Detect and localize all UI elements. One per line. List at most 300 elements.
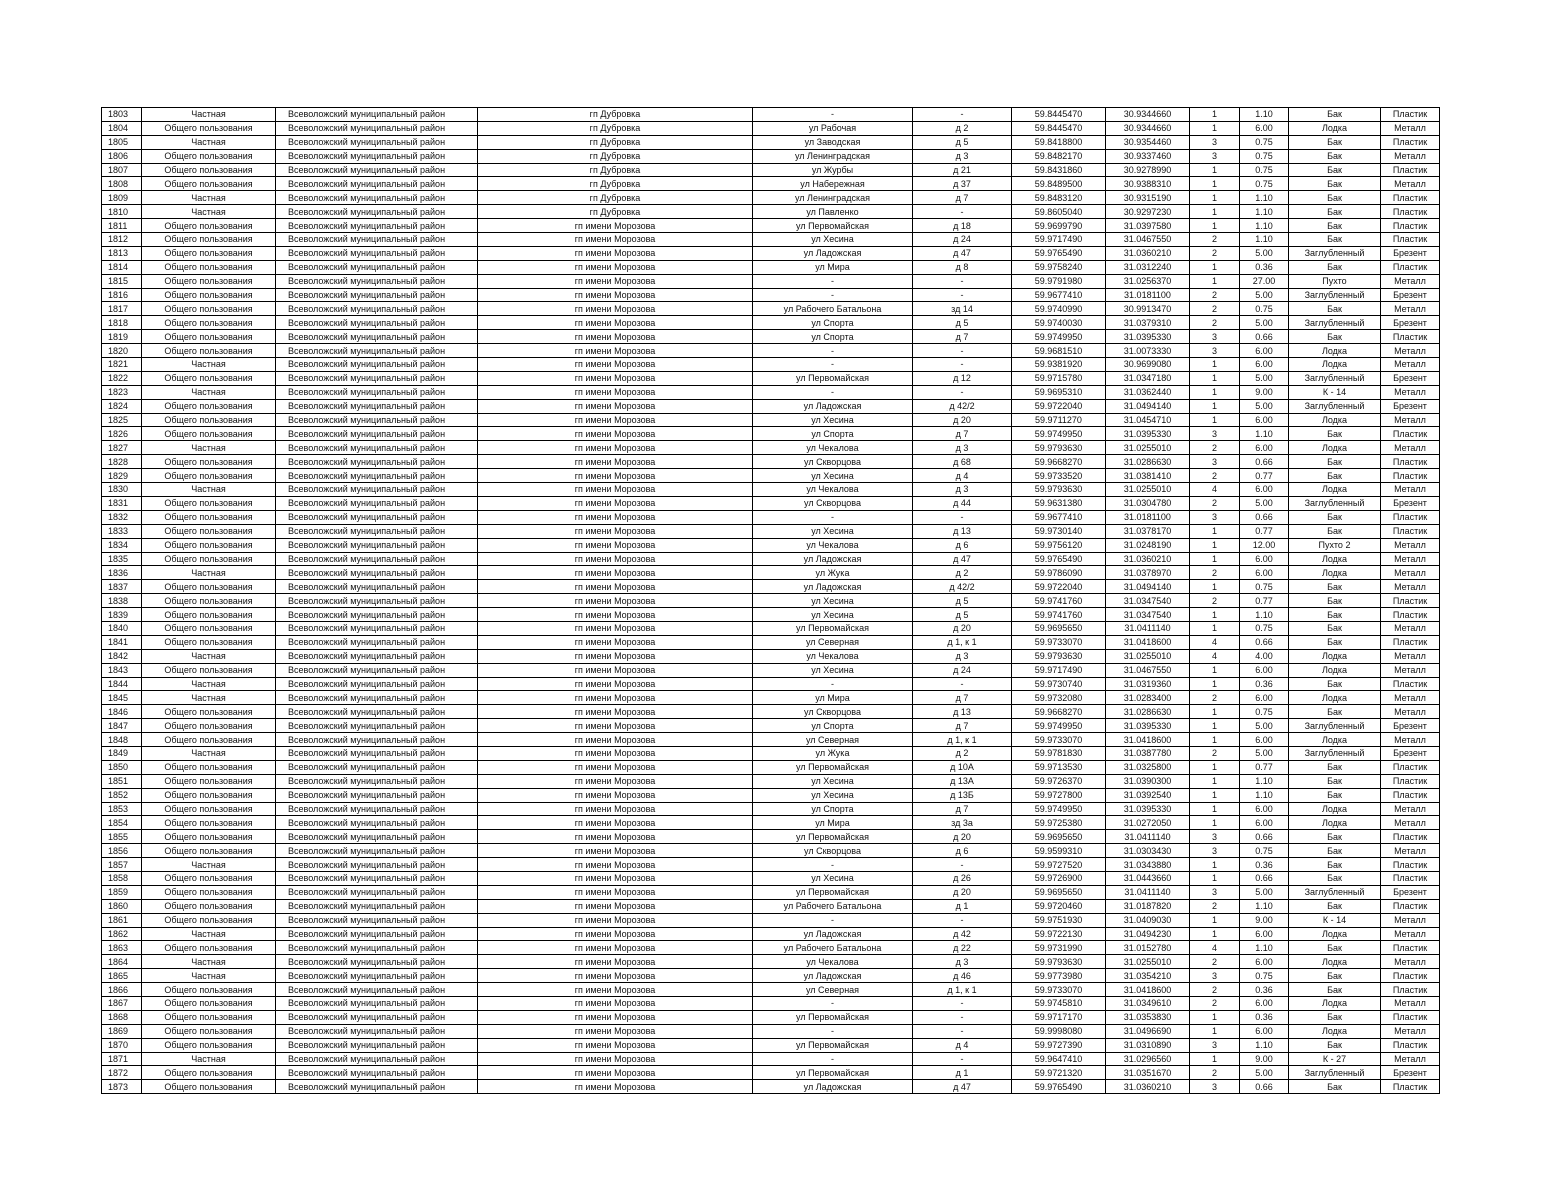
table-row	[102, 983, 1440, 997]
cell-ownership: Общего пользования	[142, 302, 276, 316]
cell-street: ул Спорта	[753, 719, 913, 733]
cell-house: д 20	[913, 885, 1012, 899]
cell-row-number: 1823	[102, 385, 142, 399]
cell-material: Пластик	[1381, 983, 1440, 997]
cell-settlement: гп имени Морозова	[478, 441, 753, 455]
cell-ownership: Частная	[142, 969, 276, 983]
cell-row-number: 1825	[102, 413, 142, 427]
cell-settlement: гп имени Морозова	[478, 371, 753, 385]
cell-latitude: 59.9745810	[1012, 997, 1106, 1011]
cell-container-type: К - 27	[1289, 1052, 1381, 1066]
cell-container-count: 1	[1190, 871, 1240, 885]
cell-container-count: 1	[1190, 219, 1240, 233]
cell-settlement: гп имени Морозова	[478, 983, 753, 997]
cell-settlement: гп имени Морозова	[478, 816, 753, 830]
cell-ownership: Общего пользования	[142, 816, 276, 830]
cell-container-type: Бак	[1289, 899, 1381, 913]
cell-district: Всеволожский муниципальный район	[276, 705, 478, 719]
cell-material: Металл	[1381, 1024, 1440, 1038]
cell-volume: 0.77	[1240, 524, 1289, 538]
cell-ownership: Частная	[142, 358, 276, 372]
cell-row-number: 1842	[102, 649, 142, 663]
cell-house: -	[913, 677, 1012, 691]
cell-latitude: 59.9765490	[1012, 1080, 1106, 1094]
table-row	[102, 913, 1440, 927]
table-row	[102, 830, 1440, 844]
cell-district: Всеволожский муниципальный район	[276, 233, 478, 247]
cell-longitude: 31.0286630	[1106, 455, 1190, 469]
cell-row-number: 1869	[102, 1024, 142, 1038]
cell-latitude: 59.9733070	[1012, 983, 1106, 997]
cell-district: Всеволожский муниципальный район	[276, 774, 478, 788]
cell-row-number: 1807	[102, 163, 142, 177]
cell-settlement: гп имени Морозова	[478, 705, 753, 719]
cell-house: д 1, к 1	[913, 733, 1012, 747]
cell-district: Всеволожский муниципальный район	[276, 899, 478, 913]
cell-latitude: 59.9740030	[1012, 316, 1106, 330]
cell-street: ул Первомайская	[753, 621, 913, 635]
cell-volume: 9.00	[1240, 913, 1289, 927]
cell-ownership: Частная	[142, 677, 276, 691]
cell-material: Брезент	[1381, 399, 1440, 413]
cell-street: ул Чекалова	[753, 649, 913, 663]
cell-house: -	[913, 358, 1012, 372]
cell-latitude: 59.9717170	[1012, 1010, 1106, 1024]
cell-district: Всеволожский муниципальный район	[276, 483, 478, 497]
cell-house: -	[913, 1010, 1012, 1024]
cell-house: д 10А	[913, 760, 1012, 774]
cell-container-type: Заглубленный	[1289, 316, 1381, 330]
cell-latitude: 59.9773980	[1012, 969, 1106, 983]
cell-latitude: 59.9720460	[1012, 899, 1106, 913]
cell-district: Всеволожский муниципальный район	[276, 1024, 478, 1038]
cell-longitude: 31.0387780	[1106, 746, 1190, 760]
cell-district: Всеволожский муниципальный район	[276, 108, 478, 122]
cell-container-count: 2	[1190, 441, 1240, 455]
cell-settlement: гп Дубровка	[478, 205, 753, 219]
cell-row-number: 1814	[102, 260, 142, 274]
cell-district: Всеволожский муниципальный район	[276, 246, 478, 260]
cell-container-count: 2	[1190, 566, 1240, 580]
cell-longitude: 30.9297230	[1106, 205, 1190, 219]
cell-settlement: гп имени Морозова	[478, 802, 753, 816]
cell-street: ул Первомайская	[753, 1038, 913, 1052]
cell-settlement: гп имени Морозова	[478, 788, 753, 802]
cell-volume: 6.00	[1240, 691, 1289, 705]
cell-volume: 0.36	[1240, 677, 1289, 691]
cell-longitude: 31.0395330	[1106, 719, 1190, 733]
cell-ownership: Общего пользования	[142, 344, 276, 358]
cell-container-count: 1	[1190, 580, 1240, 594]
cell-ownership: Общего пользования	[142, 733, 276, 747]
cell-latitude: 59.9727520	[1012, 858, 1106, 872]
cell-latitude: 59.9695650	[1012, 621, 1106, 635]
cell-longitude: 31.0411140	[1106, 885, 1190, 899]
cell-row-number: 1812	[102, 233, 142, 247]
cell-container-count: 2	[1190, 496, 1240, 510]
cell-longitude: 31.0351670	[1106, 1066, 1190, 1080]
cell-container-type: Бак	[1289, 621, 1381, 635]
cell-container-type: Бак	[1289, 330, 1381, 344]
cell-district: Всеволожский муниципальный район	[276, 566, 478, 580]
cell-container-type: Лодка	[1289, 441, 1381, 455]
cell-container-type: Лодка	[1289, 997, 1381, 1011]
cell-district: Всеволожский муниципальный район	[276, 621, 478, 635]
cell-volume: 6.00	[1240, 816, 1289, 830]
cell-container-type: Бак	[1289, 163, 1381, 177]
cell-district: Всеволожский муниципальный район	[276, 191, 478, 205]
cell-material: Пластик	[1381, 219, 1440, 233]
cell-settlement: гп имени Морозова	[478, 969, 753, 983]
cell-row-number: 1855	[102, 830, 142, 844]
cell-volume: 0.77	[1240, 594, 1289, 608]
cell-container-count: 2	[1190, 246, 1240, 260]
cell-volume: 0.66	[1240, 455, 1289, 469]
cell-row-number: 1863	[102, 941, 142, 955]
cell-row-number: 1858	[102, 871, 142, 885]
cell-street: ул Чекалова	[753, 483, 913, 497]
cell-container-count: 1	[1190, 760, 1240, 774]
cell-latitude: 59.9695310	[1012, 385, 1106, 399]
cell-ownership: Частная	[142, 649, 276, 663]
cell-row-number: 1839	[102, 608, 142, 622]
cell-street: ул Хесина	[753, 469, 913, 483]
cell-container-type: Лодка	[1289, 344, 1381, 358]
cell-district: Всеволожский муниципальный район	[276, 969, 478, 983]
table-row	[102, 274, 1440, 288]
cell-street: ул Скворцова	[753, 496, 913, 510]
cell-latitude: 59.9717490	[1012, 663, 1106, 677]
cell-container-count: 2	[1190, 288, 1240, 302]
cell-material: Металл	[1381, 927, 1440, 941]
cell-settlement: гп имени Морозова	[478, 649, 753, 663]
cell-district: Всеволожский муниципальный район	[276, 469, 478, 483]
cell-row-number: 1870	[102, 1038, 142, 1052]
cell-row-number: 1831	[102, 496, 142, 510]
cell-street: ул Набережная	[753, 177, 913, 191]
cell-container-type: Бак	[1289, 302, 1381, 316]
cell-street: ул Хесина	[753, 524, 913, 538]
cell-district: Всеволожский муниципальный район	[276, 788, 478, 802]
table-row	[102, 260, 1440, 274]
cell-volume: 0.75	[1240, 580, 1289, 594]
table-row	[102, 413, 1440, 427]
cell-material: Металл	[1381, 580, 1440, 594]
table-row	[102, 219, 1440, 233]
cell-container-type: Заглубленный	[1289, 371, 1381, 385]
cell-house: д 5	[913, 135, 1012, 149]
cell-district: Всеволожский муниципальный район	[276, 385, 478, 399]
cell-row-number: 1845	[102, 691, 142, 705]
cell-material: Пластик	[1381, 163, 1440, 177]
cell-container-count: 3	[1190, 1038, 1240, 1052]
cell-material: Металл	[1381, 997, 1440, 1011]
cell-settlement: гп имени Морозова	[478, 830, 753, 844]
cell-longitude: 31.0411140	[1106, 830, 1190, 844]
table-row	[102, 358, 1440, 372]
cell-material: Пластик	[1381, 469, 1440, 483]
cell-latitude: 59.9695650	[1012, 885, 1106, 899]
cell-container-type: Лодка	[1289, 649, 1381, 663]
cell-ownership: Общего пользования	[142, 594, 276, 608]
cell-latitude: 59.9727390	[1012, 1038, 1106, 1052]
cell-longitude: 30.9354460	[1106, 135, 1190, 149]
cell-volume: 0.66	[1240, 510, 1289, 524]
cell-house: д 42/2	[913, 580, 1012, 594]
table-row	[102, 246, 1440, 260]
cell-container-type: Пухто	[1289, 274, 1381, 288]
cell-house: д 3	[913, 649, 1012, 663]
cell-latitude: 59.9791980	[1012, 274, 1106, 288]
cell-street: ул Мира	[753, 260, 913, 274]
cell-district: Всеволожский муниципальный район	[276, 635, 478, 649]
cell-house: д 47	[913, 246, 1012, 260]
cell-street: ул Северная	[753, 733, 913, 747]
cell-house: д 26	[913, 871, 1012, 885]
cell-container-count: 3	[1190, 1080, 1240, 1094]
cell-house: д 5	[913, 316, 1012, 330]
cell-house: д 42	[913, 927, 1012, 941]
table-row	[102, 566, 1440, 580]
cell-material: Металл	[1381, 413, 1440, 427]
cell-ownership: Общего пользования	[142, 885, 276, 899]
cell-latitude: 59.8445470	[1012, 108, 1106, 122]
cell-street: ул Первомайская	[753, 219, 913, 233]
cell-container-count: 2	[1190, 316, 1240, 330]
cell-volume: 5.00	[1240, 371, 1289, 385]
cell-container-count: 1	[1190, 108, 1240, 122]
cell-container-type: Заглубленный	[1289, 746, 1381, 760]
cell-settlement: гп имени Морозова	[478, 1080, 753, 1094]
cell-volume: 9.00	[1240, 385, 1289, 399]
cell-settlement: гп имени Морозова	[478, 455, 753, 469]
table-row	[102, 969, 1440, 983]
cell-container-type: Бак	[1289, 233, 1381, 247]
cell-latitude: 59.9713530	[1012, 760, 1106, 774]
cell-house: -	[913, 997, 1012, 1011]
cell-volume: 5.00	[1240, 399, 1289, 413]
cell-longitude: 31.0255010	[1106, 483, 1190, 497]
table-row	[102, 191, 1440, 205]
cell-container-type: Лодка	[1289, 955, 1381, 969]
table-row	[102, 108, 1440, 122]
cell-street: ул Первомайская	[753, 1066, 913, 1080]
cell-street: -	[753, 858, 913, 872]
cell-house: д 13Б	[913, 788, 1012, 802]
cell-district: Всеволожский муниципальный район	[276, 413, 478, 427]
cell-ownership: Общего пользования	[142, 871, 276, 885]
cell-latitude: 59.9726900	[1012, 871, 1106, 885]
cell-longitude: 30.9278990	[1106, 163, 1190, 177]
cell-material: Металл	[1381, 816, 1440, 830]
cell-street: ул Хесина	[753, 233, 913, 247]
cell-settlement: гп имени Морозова	[478, 316, 753, 330]
cell-ownership: Общего пользования	[142, 413, 276, 427]
cell-volume: 1.10	[1240, 191, 1289, 205]
cell-container-count: 4	[1190, 635, 1240, 649]
table-row	[102, 691, 1440, 705]
cell-settlement: гп Дубровка	[478, 135, 753, 149]
table-row	[102, 469, 1440, 483]
cell-volume: 0.66	[1240, 830, 1289, 844]
cell-district: Всеволожский муниципальный район	[276, 844, 478, 858]
cell-house: д 7	[913, 330, 1012, 344]
cell-container-type: Лодка	[1289, 552, 1381, 566]
cell-volume: 0.75	[1240, 177, 1289, 191]
table-row	[102, 899, 1440, 913]
cell-material: Брезент	[1381, 371, 1440, 385]
cell-district: Всеволожский муниципальный район	[276, 1038, 478, 1052]
cell-latitude: 59.9733070	[1012, 733, 1106, 747]
cell-ownership: Общего пользования	[142, 1066, 276, 1080]
cell-longitude: 31.0360210	[1106, 246, 1190, 260]
cell-street: ул Спорта	[753, 330, 913, 344]
cell-material: Пластик	[1381, 608, 1440, 622]
cell-longitude: 31.0418600	[1106, 733, 1190, 747]
cell-latitude: 59.8482170	[1012, 149, 1106, 163]
cell-ownership: Частная	[142, 135, 276, 149]
cell-settlement: гп имени Морозова	[478, 719, 753, 733]
cell-row-number: 1849	[102, 746, 142, 760]
cell-street: ул Ладожская	[753, 580, 913, 594]
cell-row-number: 1829	[102, 469, 142, 483]
cell-volume: 5.00	[1240, 885, 1289, 899]
table-row	[102, 330, 1440, 344]
cell-material: Пластик	[1381, 899, 1440, 913]
cell-row-number: 1861	[102, 913, 142, 927]
cell-house: д 8	[913, 260, 1012, 274]
cell-container-count: 2	[1190, 302, 1240, 316]
cell-longitude: 31.0187820	[1106, 899, 1190, 913]
cell-material: Пластик	[1381, 108, 1440, 122]
cell-latitude: 59.9793630	[1012, 955, 1106, 969]
cell-volume: 6.00	[1240, 802, 1289, 816]
cell-volume: 0.66	[1240, 1080, 1289, 1094]
cell-house: д 37	[913, 177, 1012, 191]
cell-longitude: 31.0418600	[1106, 635, 1190, 649]
table-row	[102, 316, 1440, 330]
cell-settlement: гп имени Морозова	[478, 344, 753, 358]
cell-district: Всеволожский муниципальный район	[276, 219, 478, 233]
cell-container-count: 1	[1190, 802, 1240, 816]
cell-row-number: 1853	[102, 802, 142, 816]
cell-ownership: Общего пользования	[142, 149, 276, 163]
cell-material: Металл	[1381, 344, 1440, 358]
cell-district: Всеволожский муниципальный район	[276, 205, 478, 219]
cell-volume: 6.00	[1240, 344, 1289, 358]
table-row	[102, 344, 1440, 358]
cell-material: Металл	[1381, 177, 1440, 191]
cell-ownership: Общего пользования	[142, 719, 276, 733]
table-row	[102, 177, 1440, 191]
cell-row-number: 1832	[102, 510, 142, 524]
cell-material: Брезент	[1381, 316, 1440, 330]
cell-container-count: 3	[1190, 969, 1240, 983]
cell-volume: 1.10	[1240, 774, 1289, 788]
cell-house: зд 3а	[913, 816, 1012, 830]
cell-volume: 0.66	[1240, 635, 1289, 649]
cell-container-type: Бак	[1289, 969, 1381, 983]
cell-latitude: 59.9668270	[1012, 705, 1106, 719]
cell-container-count: 1	[1190, 1010, 1240, 1024]
cell-row-number: 1808	[102, 177, 142, 191]
table-row	[102, 788, 1440, 802]
cell-material: Металл	[1381, 663, 1440, 677]
cell-material: Металл	[1381, 441, 1440, 455]
cell-volume: 0.36	[1240, 858, 1289, 872]
cell-material: Пластик	[1381, 191, 1440, 205]
cell-house: д 3	[913, 149, 1012, 163]
table-row	[102, 719, 1440, 733]
table-row	[102, 760, 1440, 774]
cell-material: Пластик	[1381, 510, 1440, 524]
cell-row-number: 1820	[102, 344, 142, 358]
cell-house: д 13	[913, 705, 1012, 719]
cell-container-count: 3	[1190, 427, 1240, 441]
cell-latitude: 59.8489500	[1012, 177, 1106, 191]
cell-container-count: 1	[1190, 524, 1240, 538]
cell-latitude: 59.9668270	[1012, 455, 1106, 469]
cell-longitude: 30.9337460	[1106, 149, 1190, 163]
cell-latitude: 59.9765490	[1012, 246, 1106, 260]
cell-house: -	[913, 288, 1012, 302]
cell-container-type: Заглубленный	[1289, 399, 1381, 413]
cell-volume: 27.00	[1240, 274, 1289, 288]
cell-longitude: 31.0343880	[1106, 858, 1190, 872]
cell-ownership: Общего пользования	[142, 427, 276, 441]
cell-material: Металл	[1381, 913, 1440, 927]
cell-street: ул Первомайская	[753, 760, 913, 774]
cell-container-count: 1	[1190, 677, 1240, 691]
cell-ownership: Частная	[142, 955, 276, 969]
cell-street: ул Рабочая	[753, 121, 913, 135]
table-row	[102, 121, 1440, 135]
cell-district: Всеволожский муниципальный район	[276, 316, 478, 330]
cell-house: д 12	[913, 371, 1012, 385]
cell-volume: 5.00	[1240, 1066, 1289, 1080]
cell-material: Металл	[1381, 385, 1440, 399]
cell-house: д 22	[913, 941, 1012, 955]
cell-container-type: Бак	[1289, 788, 1381, 802]
table-row	[102, 1038, 1440, 1052]
cell-container-count: 1	[1190, 163, 1240, 177]
cell-row-number: 1851	[102, 774, 142, 788]
cell-ownership: Общего пользования	[142, 705, 276, 719]
cell-row-number: 1827	[102, 441, 142, 455]
cell-latitude: 59.9681510	[1012, 344, 1106, 358]
cell-row-number: 1836	[102, 566, 142, 580]
cell-container-count: 4	[1190, 941, 1240, 955]
cell-container-type: Заглубленный	[1289, 885, 1381, 899]
cell-ownership: Общего пользования	[142, 233, 276, 247]
cell-longitude: 31.0397580	[1106, 219, 1190, 233]
cell-ownership: Частная	[142, 566, 276, 580]
cell-row-number: 1857	[102, 858, 142, 872]
cell-settlement: гп имени Морозова	[478, 1066, 753, 1080]
cell-street: ул Северная	[753, 635, 913, 649]
cell-container-count: 3	[1190, 885, 1240, 899]
table-row	[102, 538, 1440, 552]
cell-volume: 1.10	[1240, 788, 1289, 802]
cell-settlement: гп имени Морозова	[478, 330, 753, 344]
cell-street: ул Хесина	[753, 608, 913, 622]
cell-material: Металл	[1381, 844, 1440, 858]
cell-volume: 6.00	[1240, 483, 1289, 497]
cell-ownership: Общего пользования	[142, 899, 276, 913]
cell-container-count: 1	[1190, 205, 1240, 219]
cell-material: Пластик	[1381, 969, 1440, 983]
cell-house: д 24	[913, 663, 1012, 677]
